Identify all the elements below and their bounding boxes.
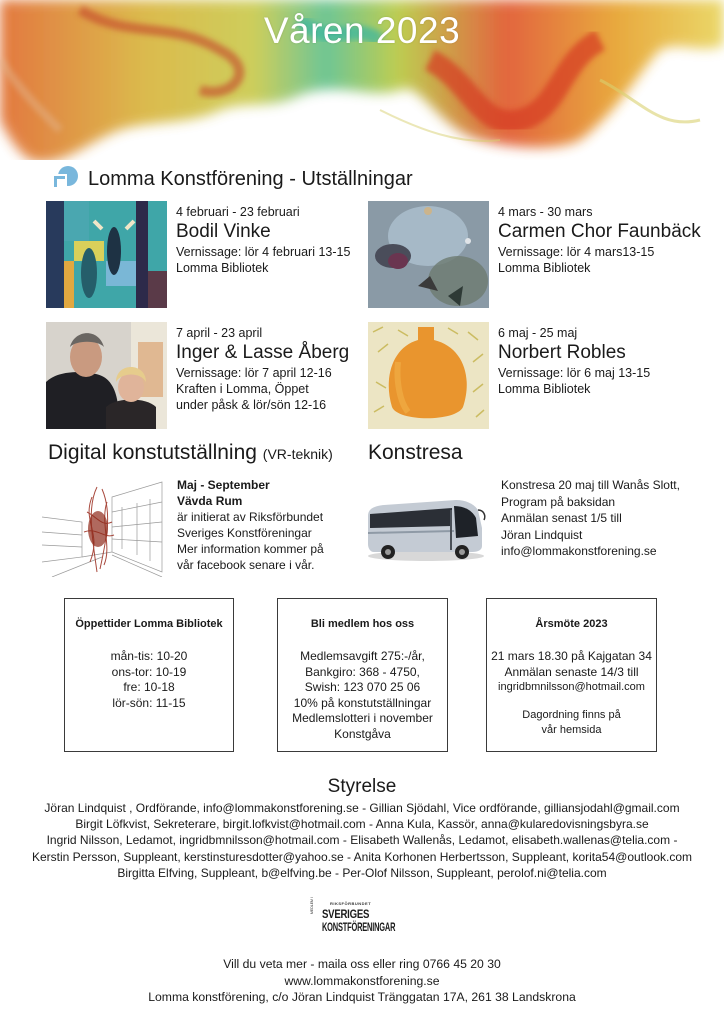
logo-line2: KONSTFÖRENINGAR (322, 920, 396, 934)
board-members (0, 800, 724, 881)
membership-row: 10% på konstutställningar (293, 695, 432, 710)
annual-meeting-email-link[interactable]: ingridbmnilsson@hotmail.com (498, 681, 645, 693)
exhibition-venue: Lomma Bibliotek (176, 261, 269, 275)
footer-contact: Vill du veta mer - maila oss eller ring 0766 45 20 30 (223, 957, 501, 971)
exhibitions-title: Lomma Konstförening - Utställningar (88, 167, 413, 190)
library-hours-title: Öppettider Lomma Bibliotek (75, 618, 223, 630)
hero-banner (0, 0, 724, 160)
hours-row: lör-sön: 11-15 (112, 695, 186, 710)
exhibition-detail: Vernissage: lör 6 maj 13-15 (498, 366, 651, 380)
trip-line: Anmälan senast 1/5 till (501, 511, 622, 525)
membership-row: Bankgiro: 368 - 4750, (305, 664, 420, 679)
digital-heading-text: Digital konstutställning (48, 441, 257, 464)
footer (0, 956, 724, 1006)
logo-side-text: MEDLEM I (310, 897, 314, 914)
exhibition-venue: Lomma Bibliotek (498, 261, 591, 275)
bus-icon (364, 488, 489, 563)
exhibition-artist: Carmen Chor Faunbäck (498, 221, 701, 242)
membership-row: Konstgåva (334, 726, 391, 741)
art-trip-heading: Konstresa (368, 441, 463, 464)
hours-row: fre: 10-18 (123, 680, 175, 694)
exhibition-dates: 4 februari - 23 februari (176, 205, 300, 219)
digital-line: Sveriges Konstföreningar (177, 526, 312, 540)
trip-line: Konstresa 20 maj till Wanås Slott, (501, 478, 680, 492)
exhibition-artist: Bodil Vinke (176, 221, 271, 242)
digital-heading-suffix: (VR-teknik) (262, 446, 333, 462)
board-line: Birgitta Elfving, Suppleant, b@elfving.be - Per-Olof Nilsson, Suppleant, perolof.ni@telia.com (117, 865, 607, 880)
digital-exhibition-info (177, 477, 324, 573)
annual-meeting-box (486, 598, 657, 752)
exhibition-detail: Vernissage: lör 7 april 12-16 (176, 366, 332, 380)
hours-row: mån-tis: 10-20 (110, 649, 188, 663)
hours-row: ons-tor: 10-19 (111, 664, 187, 679)
board-line: Kerstin Persson, Suppleant, kerstinsturesdotter@yahoo.se - Anita Korhonen Herbertsson, Suppleant, korita54@outlook.com (31, 849, 693, 864)
annual-meeting-note: Dagordning finns på (522, 708, 621, 721)
logo-top-text: RIKSFÖRBUNDET (330, 901, 372, 906)
annual-meeting-row: 21 mars 18.30 på Kajgatan 34 (491, 649, 652, 663)
exhibition-card (46, 201, 350, 308)
annual-meeting-title: Årsmöte 2023 (535, 618, 608, 630)
exhibition-dates: 7 april - 23 april (176, 326, 263, 340)
art-trip-info (501, 477, 680, 560)
trip-line: Program på baksidan (501, 494, 616, 509)
exhibition-venue: Kraften i Lomma, Öppet (176, 382, 309, 396)
board-line: Jöran Lindquist , Ordförande, info@lommakonstforening.se - Gillian Sjödahl, Vice ordförande, gilliansjodahl@gmail.com (44, 801, 680, 815)
board-line: Birgit Löfkvist, Sekreterare, birgit.lofkvist@hotmail.com - Anna Kula, Kassör, anna@kularedovisningsbyra.se (75, 817, 649, 832)
painting-carmen-chor-faunback-image (368, 201, 489, 308)
exhibition-venue: Lomma Bibliotek (498, 382, 591, 396)
board-title: Styrelse (327, 776, 397, 797)
annual-meeting-note: vår hemsida (541, 724, 602, 736)
footer-address: Lomma konstförening, c/o Jöran Lindquist Tränggatan 17A, 261 38 Landskrona (148, 990, 576, 1004)
library-hours-box (64, 598, 234, 752)
membership-row: Medlemsavgift 275:-/år, (300, 649, 425, 663)
association-logo-icon (52, 166, 78, 192)
membership-title: Bli medlem hos oss (310, 618, 415, 630)
logo-line1: SVERIGES (322, 907, 370, 921)
trip-email-link[interactable]: info@lommakonstforening.se (501, 544, 657, 558)
exhibition-card (368, 322, 650, 429)
woven-rooms-artwork-image (42, 477, 166, 577)
sveriges-konstforeningar-logo (310, 897, 412, 937)
digital-line: är initierat av Riksförbundet (177, 510, 324, 524)
exhibition-card (368, 201, 701, 308)
footer-website-link[interactable]: www.lommakonstforening.se (284, 973, 440, 988)
exhibition-dates: 6 maj - 25 maj (498, 326, 578, 340)
exhibition-detail: Vernissage: lör 4 mars13-15 (498, 245, 655, 259)
digital-name: Vävda Rum (177, 494, 243, 508)
digital-period: Maj - September (177, 478, 270, 492)
photo-inger-lasse-aberg-image (46, 322, 167, 429)
membership-row: Medlemslotteri i november (292, 711, 433, 725)
exhibition-card (46, 322, 349, 429)
painting-norbert-robles-image (368, 322, 489, 429)
digital-line: Mer information kommer på (177, 542, 324, 556)
exhibition-hours: under påsk & lör/sön 12-16 (176, 398, 327, 412)
trip-line: Jöran Lindquist (501, 527, 583, 542)
exhibition-detail: Vernissage: lör 4 februari 13-15 (176, 245, 351, 259)
page-title: Våren 2023 (263, 10, 461, 51)
membership-box (277, 598, 448, 752)
membership-row: Swish: 123 070 25 06 (304, 680, 421, 694)
exhibitions-heading (52, 166, 413, 192)
exhibition-artist: Inger & Lasse Åberg (176, 342, 350, 363)
painting-bodil-vinke-image (46, 201, 167, 308)
annual-meeting-row: Anmälan senaste 14/3 till (504, 664, 639, 679)
digital-exhibition-heading (48, 441, 333, 465)
digital-line: vår facebook senare i vår. (177, 558, 315, 572)
exhibition-artist: Norbert Robles (498, 342, 626, 363)
exhibition-dates: 4 mars - 30 mars (498, 205, 593, 219)
board-line: Ingrid Nilsson, Ledamot, ingridbmnilsson@hotmail.com - Elisabeth Wallenås, Ledamot, elisabeth.wallenas@telia.com - (46, 833, 678, 848)
